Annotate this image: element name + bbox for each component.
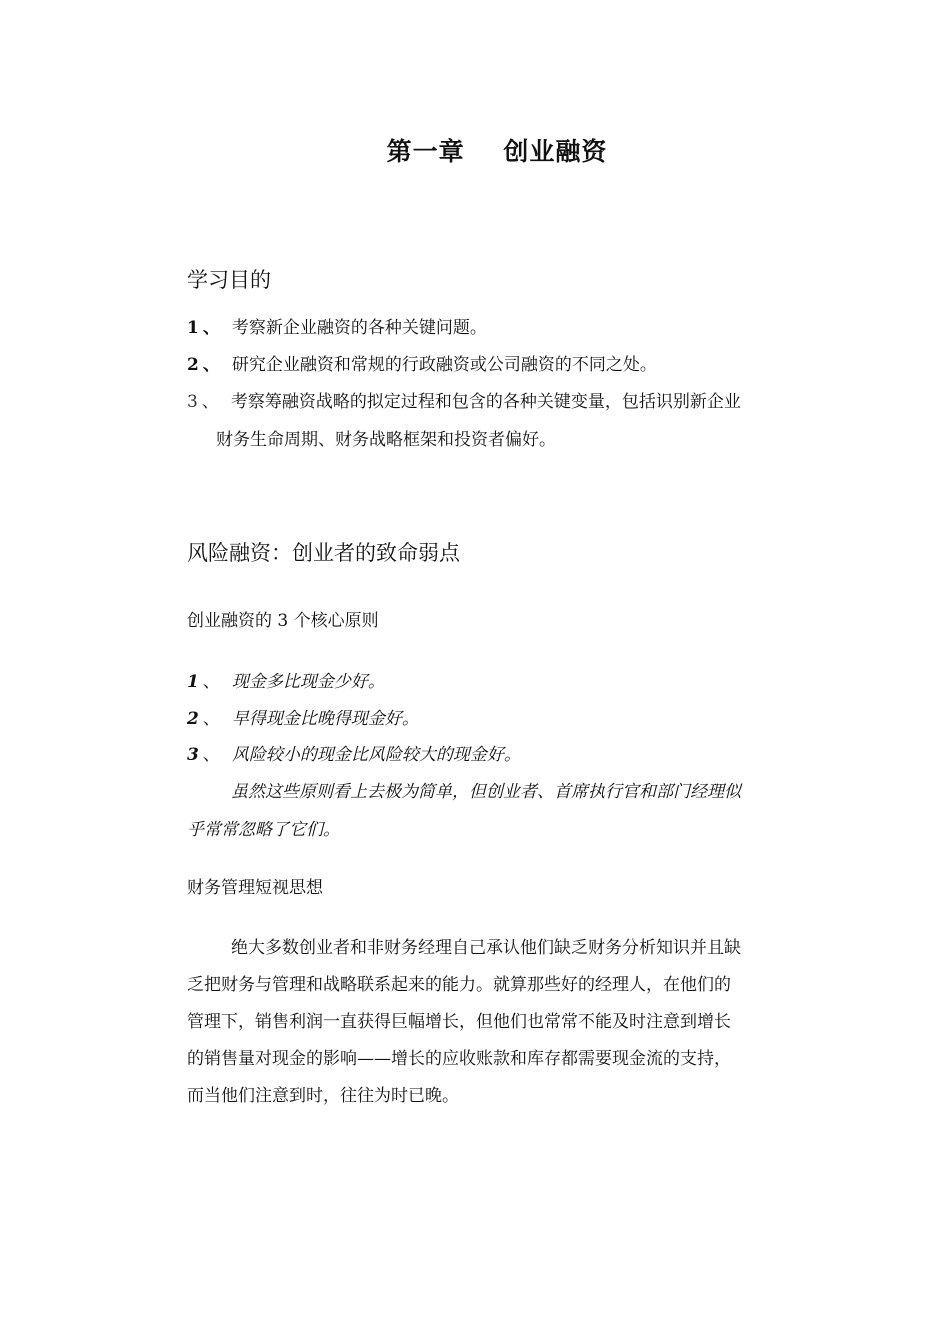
goal-item-2 (187, 353, 657, 377)
list-separator: 、 (202, 672, 220, 692)
goal-item-3 (187, 390, 741, 414)
principle-item-2-number: 2 (187, 709, 199, 729)
chapter-title: 第一章 创业融资 (386, 137, 608, 166)
paragraph-line-5: 而当他们注意到时，往往为时已晚。 (187, 1086, 459, 1106)
paragraph-line-1: 绝大多数创业者和非财务经理自己承认他们缺乏财务分析知识并且缺 (231, 938, 741, 958)
principle-item-1-text: 现金多比现金少好。 (231, 672, 385, 692)
principles-note-line-2: 乎常常忽略了它们。 (187, 820, 340, 840)
principle-item-3-number: 3 (187, 745, 199, 765)
principle-item-2 (187, 707, 419, 731)
goal-item-1-text: 考察新企业融资的各种关键问题。 (231, 318, 487, 338)
goal-item-2-number: 2 (187, 355, 199, 375)
section-heading-learning-goals: 学习目的 (187, 268, 271, 292)
goal-item-1 (187, 316, 487, 340)
goal-item-3-continuation: 财务生命周期、财务战略框架和投资者偏好。 (216, 430, 556, 450)
section-heading-venture-financing: 风险融资：创业者的致命弱点 (187, 541, 460, 565)
paragraph-line-2: 乏把财务与管理和战略联系起来的能力。就算那些好的经理人，在他们的 (187, 975, 731, 995)
principle-item-1-number: 1 (187, 672, 199, 692)
principles-subheading: 创业融资的 3 个核心原则 (187, 611, 379, 631)
list-separator: 、 (202, 318, 220, 338)
section-heading-financial-myopia: 财务管理短视思想 (187, 878, 323, 898)
principle-item-3-text: 风险较小的现金比风险较大的现金好。 (231, 745, 521, 765)
list-separator: 、 (202, 355, 220, 375)
principles-note-line-1: 虽然这些原则看上去极为简单，但创业者、首席执行官和部门经理似 (231, 782, 741, 802)
goal-item-3-number: 3 (187, 392, 198, 412)
principle-item-2-text: 早得现金比晚得现金好。 (231, 709, 419, 729)
list-separator: 、 (202, 709, 220, 729)
list-separator: 、 (202, 745, 220, 765)
goal-item-3-text: 考察筹融资战略的拟定过程和包含的各种关键变量，包括识别新企业 (230, 392, 741, 412)
principle-item-3 (187, 743, 521, 767)
goal-item-1-number: 1 (187, 318, 199, 338)
paragraph-line-4: 的销售量对现金的影响——增长的应收账款和库存都需要现金流的支持， (187, 1049, 731, 1069)
paragraph-line-3: 管理下，销售利润一直获得巨幅增长，但他们也常常不能及时注意到增长 (187, 1012, 731, 1032)
principle-item-1 (187, 670, 385, 694)
goal-item-2-text: 研究企业融资和常规的行政融资或公司融资的不同之处。 (231, 355, 657, 375)
list-separator: 、 (201, 392, 219, 412)
